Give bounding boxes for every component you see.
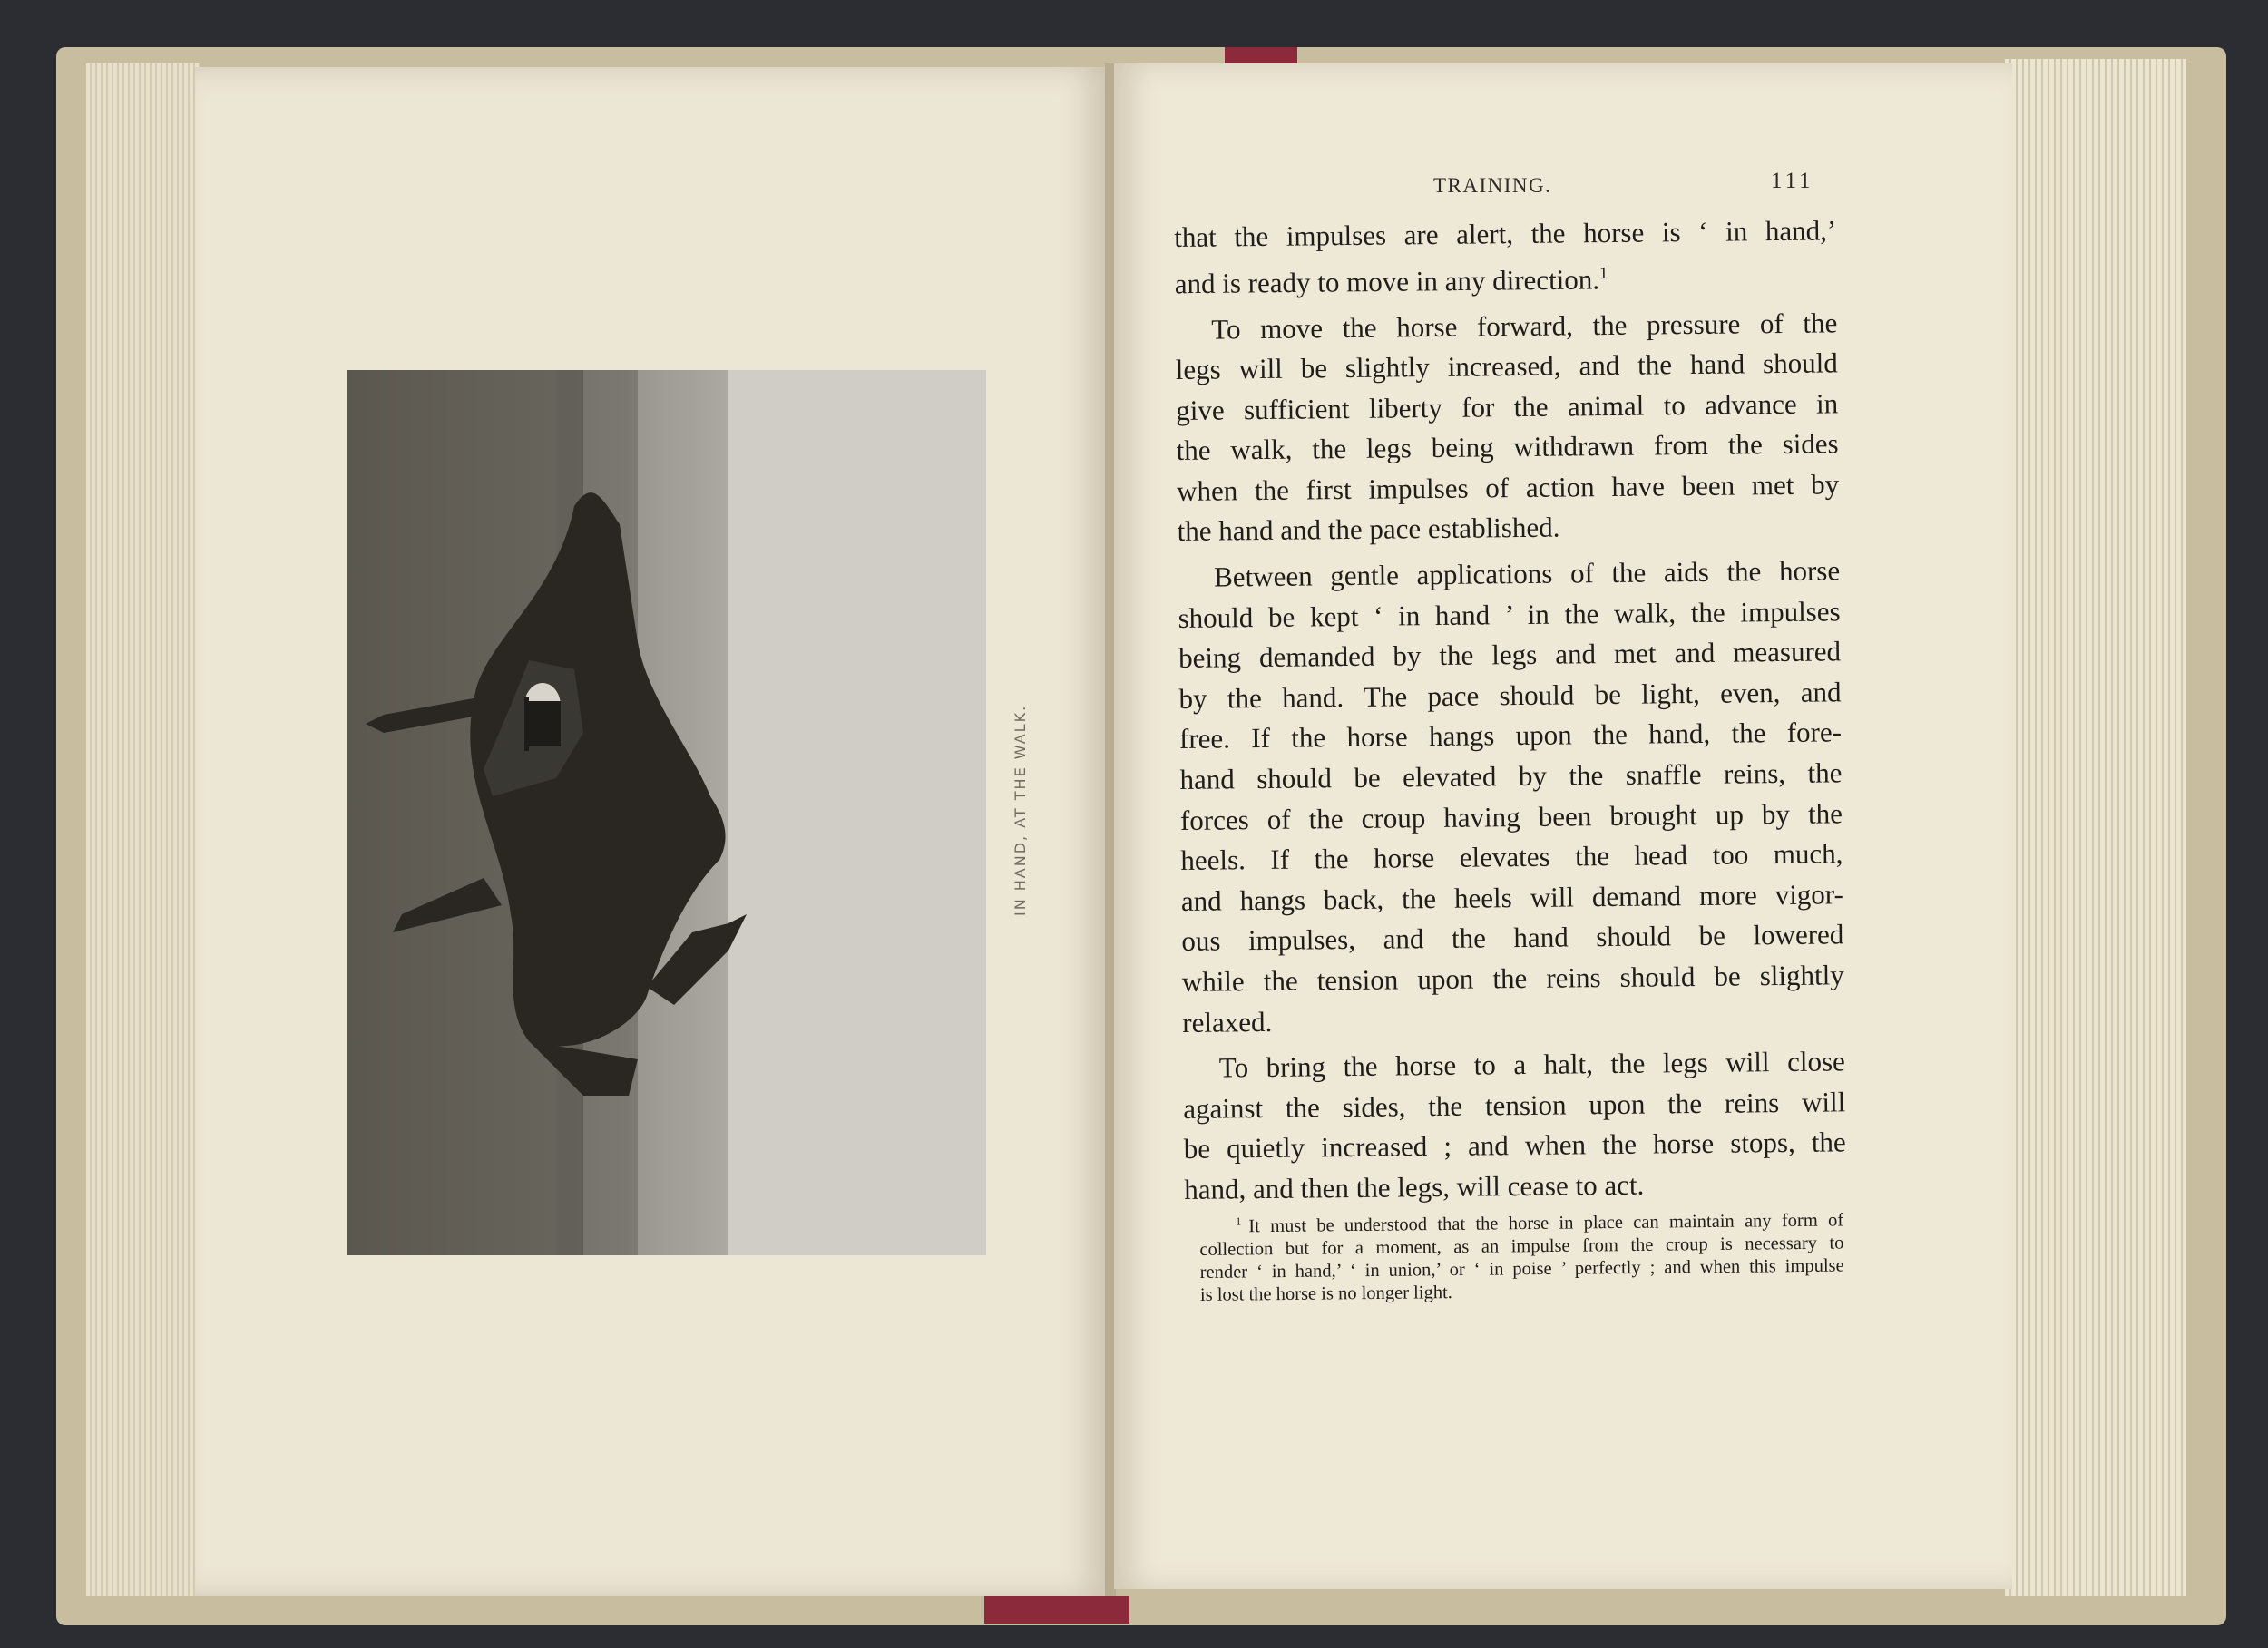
- body-line: when the first impulses of action have been met by: [1176, 468, 1840, 507]
- page-number: 111: [1771, 169, 1814, 193]
- book-spine-bottom: [984, 1596, 1129, 1624]
- body-line: by the hand. The pace should be light, even, and: [1178, 676, 1842, 715]
- body-line: free. If the horse hangs upon the hand, the fore-: [1178, 716, 1843, 756]
- footnote-line: is lost the horse is no longer light.: [1199, 1282, 1452, 1305]
- body-line: forces of the croup having been brought up by the: [1179, 796, 1843, 836]
- footnote-line: render ‘ in hand,’ ‘ in union,’ or ‘ in poise ’ perfectly ; and when this impulse: [1199, 1255, 1844, 1282]
- body-line: the walk, the legs being withdrawn from the sides: [1176, 427, 1839, 467]
- body-line: hand, and then the legs, will cease to act.: [1184, 1168, 1645, 1205]
- body-line: being demanded by the legs and met and measured: [1178, 635, 1842, 675]
- body-line: Between gentle applications of the aids the horse: [1213, 554, 1841, 593]
- body-line: and hangs back, the heels will demand more vigor-: [1180, 878, 1844, 917]
- body-line: that the impulses are alert, the horse is ‘ in hand,’: [1174, 214, 1837, 253]
- page-edges-left: [86, 63, 200, 1596]
- horse-rider-illustration: [347, 370, 986, 1255]
- body-line: while the tension upon the reins should be slightly: [1181, 959, 1844, 998]
- body-line: To move the horse forward, the pressure of the: [1211, 306, 1838, 346]
- running-head: TRAINING.: [1433, 174, 1552, 197]
- body-line: against the sides, the tension upon the reins will: [1183, 1086, 1846, 1125]
- body-line: heels. If the horse elevates the head too much,: [1180, 837, 1843, 877]
- page-edges-right: [2005, 59, 2186, 1596]
- body-line: hand should be elevated by the snaffle reins, the: [1179, 756, 1843, 796]
- footnote-reference[interactable]: 1: [1598, 263, 1608, 283]
- body-line: ous impulses, and the hand should be lowered: [1181, 918, 1844, 958]
- body-line: the hand and the pace established.: [1177, 512, 1560, 548]
- body-line: legs will be slightly increased, and the hand should: [1175, 346, 1838, 386]
- body-line: should be kept ‘ in hand ’ in the walk, the impulses: [1178, 595, 1841, 634]
- body-line: be quietly increased ; and when the horse stops, the: [1183, 1126, 1846, 1165]
- body-line: To bring the horse to a halt, the legs will close: [1218, 1045, 1845, 1084]
- line-text: It must be understood that the horse in place can maintain any form of: [1248, 1210, 1844, 1237]
- footnote-line: collection but for a moment, as an impulse from the croup is necessary to: [1199, 1233, 1844, 1260]
- body-line: give sufficient liberty for the animal to advance in: [1176, 387, 1839, 426]
- footnote: [1199, 1204, 1844, 1307]
- body-text: [1174, 210, 1846, 1215]
- line-text: and is ready to move in any direction.: [1174, 263, 1600, 299]
- plate-photograph-horse-and-rider: [347, 370, 986, 1255]
- body-line: relaxed.: [1182, 1005, 1273, 1039]
- body-line: [1174, 251, 1836, 305]
- footnote-marker: 1: [1236, 1214, 1242, 1228]
- plate-caption: IN HAND, AT THE WALK.: [1012, 704, 1029, 916]
